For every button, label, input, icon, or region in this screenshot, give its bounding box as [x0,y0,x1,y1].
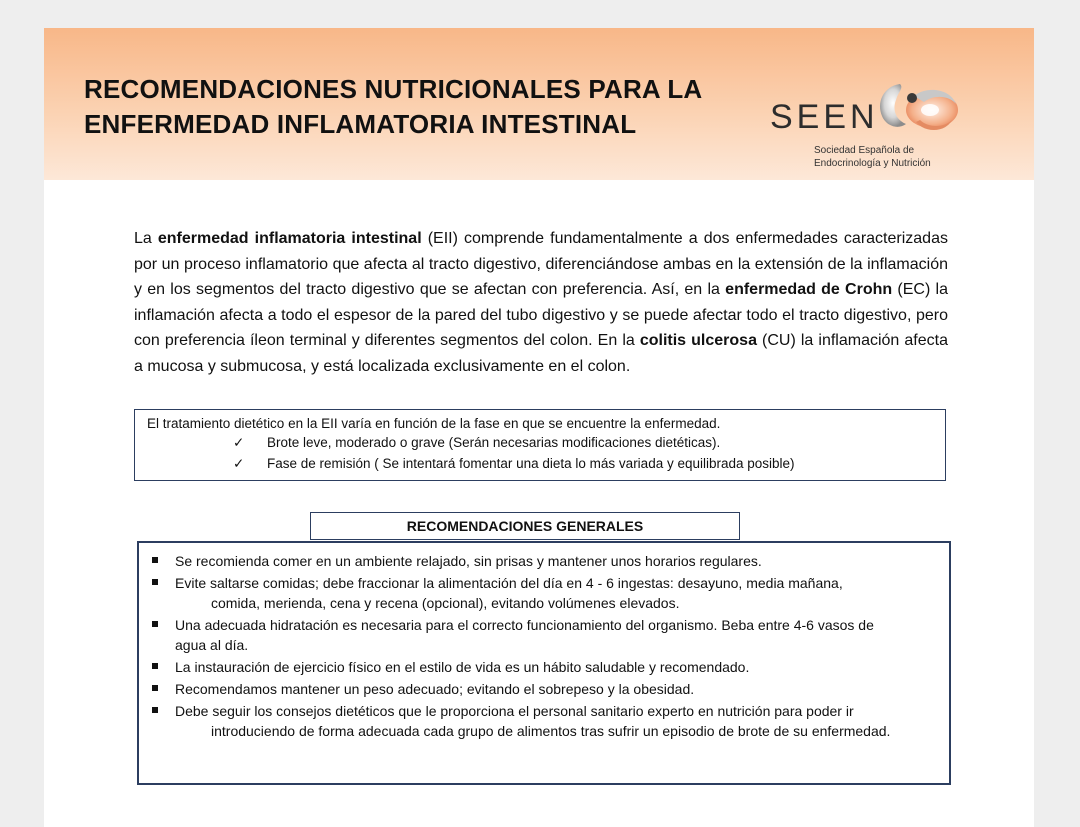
intro-text-4: (CU) la inflamación afecta a mucosa y submucosa, y está localizada exclusivamente en el colon. [134,332,948,375]
list-item-text-cont: agua al día. [175,637,249,653]
logo-subtitle-line-2: Endocrinología y Nutrición [814,158,931,169]
intro-term-eii: enfermedad inflamatoria intestinal [157,230,422,247]
document-page [44,28,1034,827]
title-line-2: ENFERMEDAD INFLAMATORIA INTESTINAL [84,109,637,139]
bullet-icon [152,707,158,713]
bullet-icon [152,685,158,691]
treatment-box [134,409,946,481]
header-banner [44,28,1034,180]
seen-logo [770,76,970,176]
list-item-text: Una adecuada hidratación es necesaria para el correcto funcionamiento del organismo. Beba entre 4-6 vasos de [175,617,874,633]
list-item [139,701,949,741]
intro-term-crohn: enfermedad de Crohn [725,281,893,298]
list-item-text-cont: introduciendo de forma adecuada cada grupo de alimentos tras sufrir un episodio de brote de su enfermedad. [211,723,891,739]
bullet-icon [152,557,158,563]
list-item-text-cont: comida, merienda, cena y recena (opcional), evitando volúmenes elevados. [211,595,680,611]
treatment-item-text: Fase de remisión ( Se intentará fomentar una dieta lo más variada y equilibrada posible) [267,456,795,471]
intro-text-2: (EII) comprende fundamentalmente a dos enfermedades caracterizadas por un proceso inflamatorio que afecta al tracto digestivo, diferenciándose ambas en la extensión de la inflamación y en los segmentos del tracto digestivo que se afectan con preferencia. Así, en la [134,230,948,298]
bullet-icon [152,579,158,585]
logo-subtitle-line-1: Sociedad Española de [814,145,915,156]
title-line-1: RECOMENDACIONES NUTRICIONALES PARA LA [84,74,703,104]
logo-subtitle [814,144,931,170]
intro-term-cu: colitis ulcerosa [639,332,757,349]
list-item-text: Se recomienda comer en un ambiente relajado, sin prisas y mantener unos horarios regulares. [175,553,762,569]
recommendations-box [137,541,951,785]
list-item-text: Debe seguir los consejos dietéticos que le proporciona el personal sanitario experto en nutrición para poder ir [175,703,854,719]
intro-text-1: La [134,230,158,247]
list-item [139,615,949,655]
list-item-text: La instauración de ejercicio físico en el estilo de vida es un hábito saludable y recomendado. [175,659,750,675]
treatment-item-text: Brote leve, moderado o grave (Serán necesarias modificaciones dietéticas). [267,435,721,450]
page-title [84,72,702,142]
list-item-text: Recomendamos mantener un peso adecuado; evitando el sobrepeso y la obesidad. [175,681,695,697]
logo-wordmark: SEEN [770,98,879,136]
list-item [139,657,949,677]
recommendations-title: RECOMENDACIONES GENERALES [310,512,740,540]
checkmark-icon: ✓ [233,435,245,450]
seen-emblem-icon [870,76,966,146]
treatment-intro: El tratamiento dietético en la EII varía en función de la fase en que se encuentre la enfermedad. [147,416,721,431]
checkmark-icon: ✓ [233,456,245,471]
bullet-icon [152,663,158,669]
list-item [139,573,949,613]
list-item [139,551,949,571]
bullet-icon [152,621,158,627]
intro-paragraph [134,226,948,379]
intro-text-3: (EC) la inflamación afecta a todo el espesor de la pared del tubo digestivo y se puede afectar todo el tracto digestivo, pero con preferencia íleon terminal y diferentes segmentos del colon. En la [134,281,949,349]
list-item-text: Evite saltarse comidas; debe fraccionar la alimentación del día en 4 - 6 ingestas: desayuno, media mañana, [175,575,843,591]
list-item [139,679,949,699]
recommendations-list [139,551,949,743]
